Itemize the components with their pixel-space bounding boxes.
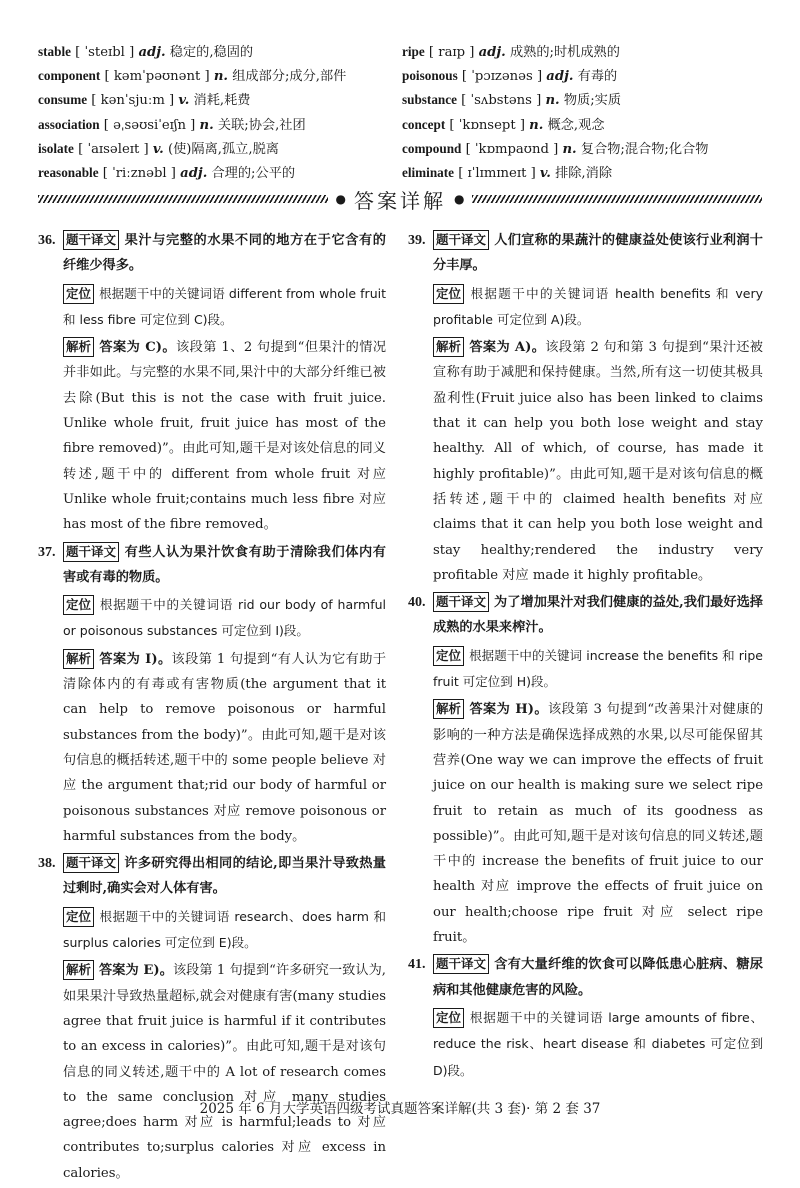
analysis-text: 该段第 1 句提到“许多研究一致认为,如果果汁导致热量超标,就会对健康有害(many studies agree that fruit juice is harmful if it contributes to an excess in calories)”。由此可知,题干是对该句信息的同义转述,题干中的 A lot of research comes to the same conclusion 对应 many studies agree;does harm 对应 is harmful;leads to 对应 contributes to;surplus calories 对应 excess in calories。 — [63, 963, 386, 1181]
question-translation: 为了增加果汁对我们健康的益处,我们最好选择成熟的水果来榨汁。 — [433, 595, 763, 636]
locate-text: 根据题干中的关键词语 large amounts of fibre、reduce the risk、heart disease 和 diabetes 可定位到 D)段。 — [433, 1009, 763, 1078]
section-title: 答案详解 — [354, 188, 446, 213]
vocab-entry — [38, 161, 383, 185]
analysis-text: 该段第 1、2 句提到“但果汁的情况并非如此。与完整的水果不同,果汁中的大部分纤维已被去除(But this is not the case with fruit juice. Unlike whole fruit, fruit juice has most of the fibre removed)”。由此可知,题干是对该处信息的同义转述,题干中的 different from whole fruit 对应 Unlike whole fruit;contains much less fibre 对应 has most of the fibre removed。 — [63, 340, 387, 533]
question-translation: 含有大量纤维的饮食可以降低患心脏病、糖尿病和其他健康危害的风险。 — [433, 957, 763, 998]
translation-tag: 题干译文 — [63, 542, 119, 562]
vocab-word: association — [38, 116, 100, 132]
analysis-tag: 解析 — [63, 960, 94, 980]
vocab-pos: n. — [199, 117, 214, 133]
question-39 — [408, 228, 763, 588]
vocab-phonetic: [ kənˈsjuːm ] — [91, 93, 175, 109]
vocab-entry — [38, 88, 383, 112]
vocab-phonetic: [ ɪˈlɪmɪneɪt ] — [458, 166, 536, 182]
right-column — [408, 228, 763, 1086]
vocab-phonetic: [ raɪp ] — [428, 45, 475, 60]
vocab-entry — [402, 88, 762, 112]
vocab-pos: n. — [213, 69, 228, 85]
vocab-phonetic: [ ˈsteɪbl ] — [75, 45, 135, 60]
question-41 — [408, 952, 763, 1083]
page-footer: 2025 年 6 月大学英语四级考试真题答案详解(共 3 套)· 第 2 套 37 — [199, 1101, 601, 1117]
question-translation: 有些人认为果汁饮食有助于清除我们体内有害或有毒的物质。 — [63, 544, 386, 585]
vocab-entry — [38, 40, 383, 64]
vocab-meaning: 复合物;混合物;化合物 — [580, 141, 709, 157]
vocab-word: poisonous — [402, 68, 458, 84]
vocab-phonetic: [ ˈaɪsəleɪt ] — [78, 141, 149, 157]
vocab-entry — [402, 40, 762, 64]
section-banner — [38, 186, 762, 212]
answer-text: 答案为 I)。 — [99, 651, 172, 667]
vocab-pos: v. — [178, 93, 190, 109]
vocab-list-left — [38, 40, 383, 185]
vocab-meaning: 稳定的,稳固的 — [169, 45, 254, 60]
question-number: 41. — [408, 957, 426, 973]
vocab-entry — [402, 161, 762, 185]
question-number: 36. — [38, 233, 56, 248]
vocab-pos: v. — [539, 166, 551, 182]
vocab-word: concept — [402, 116, 446, 132]
locate-text: 根据题干中的关键词语 research、does harm 和 surplus calories 可定位到 E)段。 — [63, 908, 386, 951]
left-column — [38, 228, 386, 1188]
vocab-phonetic: [ kəmˈpəʊnənt ] — [104, 69, 210, 85]
locate-tag: 定位 — [433, 646, 464, 666]
answer-text: 答案为 A)。 — [469, 340, 546, 356]
locate-tag: 定位 — [63, 907, 94, 927]
vocab-word: substance — [402, 92, 457, 108]
vocab-pos: adj. — [180, 166, 208, 182]
analysis-text: 该段第 2 句和第 3 句提到“果汁还被宣称有助于减肥和保持健康。当然,所有这一切使其极具盈利性(Fruit juice also has been linked to claims that it can help you both lose weight and stay healthy. All of which, of course, has made it highly profitable)”。由此可知,题干是对该句信息的概括转述,题干中的 claimed health benefits 对应 claims that it can help you both lose weight and stay healthy;rendered the industry very profitable 对应 made it highly profitable。 — [433, 340, 763, 583]
question-translation: 人们宣称的果蔬汁的健康益处使该行业利润十分丰厚。 — [433, 233, 763, 274]
vocab-pos: n. — [545, 93, 560, 109]
vocab-meaning: 消耗,耗费 — [193, 93, 251, 109]
analysis-text: 该段第 3 句提到“改善果汁对健康的影响的一种方法是确保选择成熟的水果,以尽可能保留其营养(One way we can improve the effects of fruit juice on our health is making sure we select ripe fruit to retain as much of its goodness as possible)”。由此可知,题干是对该句信息的同义转述,题干中的 increase the benefits of fruit juice to our health 对应 improve the effects of fruit juice on our health;choose ripe fruit 对应 select ripe fruit。 — [433, 702, 764, 946]
vocab-phonetic: [ ˈpɔɪzənəs ] — [461, 69, 543, 85]
locate-tag: 定位 — [63, 284, 94, 304]
locate-text: 根据题干中的关键词语 health benefits 和 very profitable 可定位到 A)段。 — [433, 285, 763, 327]
vocab-list-right — [402, 40, 762, 185]
vocab-word: consume — [38, 92, 88, 108]
vocab-pos: adj. — [546, 69, 574, 85]
vocab-meaning: 组成部分;成分,部件 — [232, 69, 347, 85]
question-translation: 许多研究得出相同的结论,即当果汁导致热量过剩时,确实会对人体有害。 — [63, 856, 386, 897]
answer-text: 答案为 H)。 — [469, 702, 549, 718]
locate-text: 根据题干中的关键词 increase the benefits 和 ripe fruit 可定位到 H)段。 — [433, 647, 763, 690]
question-number: 37. — [38, 544, 56, 560]
locate-tag: 定位 — [433, 284, 464, 304]
question-37 — [38, 540, 386, 850]
question-40 — [408, 590, 763, 950]
question-38 — [38, 851, 386, 1186]
vocab-meaning: 物质;实质 — [563, 93, 622, 109]
vocab-meaning: 概念,观念 — [547, 117, 605, 133]
vocab-pos: v. — [152, 141, 164, 157]
vocab-entry — [38, 113, 383, 137]
vocab-meaning: 合理的;公平的 — [211, 166, 296, 182]
question-translation: 果汁与完整的水果不同的地方在于它含有的纤维少得多。 — [63, 233, 386, 274]
vocab-meaning: 成熟的;时机成熟的 — [509, 45, 620, 60]
question-number: 38. — [38, 856, 56, 872]
translation-tag: 题干译文 — [433, 954, 489, 974]
vocab-word: ripe — [402, 44, 425, 59]
vocab-word: reasonable — [38, 165, 99, 181]
vocab-entry — [38, 137, 383, 161]
vocab-pos: adj. — [478, 45, 506, 60]
vocab-meaning: 有毒的 — [577, 69, 618, 85]
vocab-word: stable — [38, 44, 71, 59]
translation-tag: 题干译文 — [433, 592, 489, 612]
locate-text: 根据题干中的关键词语 different from whole fruit 和 less fibre 可定位到 C)段。 — [63, 285, 386, 327]
bullet-icon: ● — [454, 192, 465, 206]
vocab-entry — [402, 64, 762, 88]
translation-tag: 题干译文 — [63, 853, 119, 873]
hatch-divider-left — [38, 195, 328, 203]
vocab-meaning: (使)隔离,孤立,脱离 — [167, 141, 279, 157]
vocab-entry — [402, 137, 762, 161]
vocab-phonetic: [ əˌsəʊsiˈeɪʃn ] — [103, 117, 196, 133]
vocab-phonetic: [ ˈkɒnsept ] — [449, 117, 525, 133]
vocab-word: isolate — [38, 140, 74, 156]
analysis-tag: 解析 — [63, 337, 94, 357]
vocab-phonetic: [ ˈsʌbstəns ] — [461, 93, 542, 109]
vocab-pos: n. — [562, 141, 577, 157]
vocab-pos: adj. — [138, 45, 166, 60]
vocab-phonetic: [ ˈriːznəbl ] — [102, 166, 176, 182]
vocab-entry — [402, 113, 762, 137]
answer-text: 答案为 C)。 — [99, 340, 177, 356]
analysis-text: 该段第 1 句提到“有人认为它有助于清除体内的有毒或有害物质(the argument that it can help to remove poisonous or harmful substances from the body)”。由此可知,题干是对该句信息的概括转述,题干中的 some people believe 对应 the argument that;rid our body of harmful or poisonous substances 对应 remove poisonous or harmful substances from the body。 — [63, 651, 387, 844]
vocab-pos: n. — [529, 117, 544, 133]
locate-text: 根据题干中的关键词语 rid our body of harmful or poisonous substances 可定位到 I)段。 — [63, 597, 386, 639]
vocab-meaning: 排除,消除 — [555, 166, 613, 182]
translation-tag: 题干译文 — [433, 230, 489, 250]
question-number: 39. — [408, 233, 426, 248]
answer-text: 答案为 E)。 — [99, 963, 173, 979]
question-number: 40. — [408, 595, 426, 611]
analysis-tag: 解析 — [433, 699, 464, 719]
analysis-tag: 解析 — [433, 337, 464, 357]
vocab-word: compound — [402, 140, 462, 156]
translation-tag: 题干译文 — [63, 230, 119, 250]
locate-tag: 定位 — [433, 1008, 464, 1028]
locate-tag: 定位 — [63, 595, 94, 615]
vocab-entry — [38, 64, 383, 88]
question-36 — [38, 228, 386, 538]
vocab-word: component — [38, 68, 101, 84]
hatch-divider-right — [472, 195, 762, 203]
vocab-phonetic: [ ˈkɒmpaʊnd ] — [465, 141, 559, 157]
vocab-meaning: 关联;协会,社团 — [217, 117, 306, 133]
bullet-icon: ● — [335, 192, 346, 206]
analysis-tag: 解析 — [63, 649, 94, 669]
vocab-word: eliminate — [402, 165, 455, 181]
